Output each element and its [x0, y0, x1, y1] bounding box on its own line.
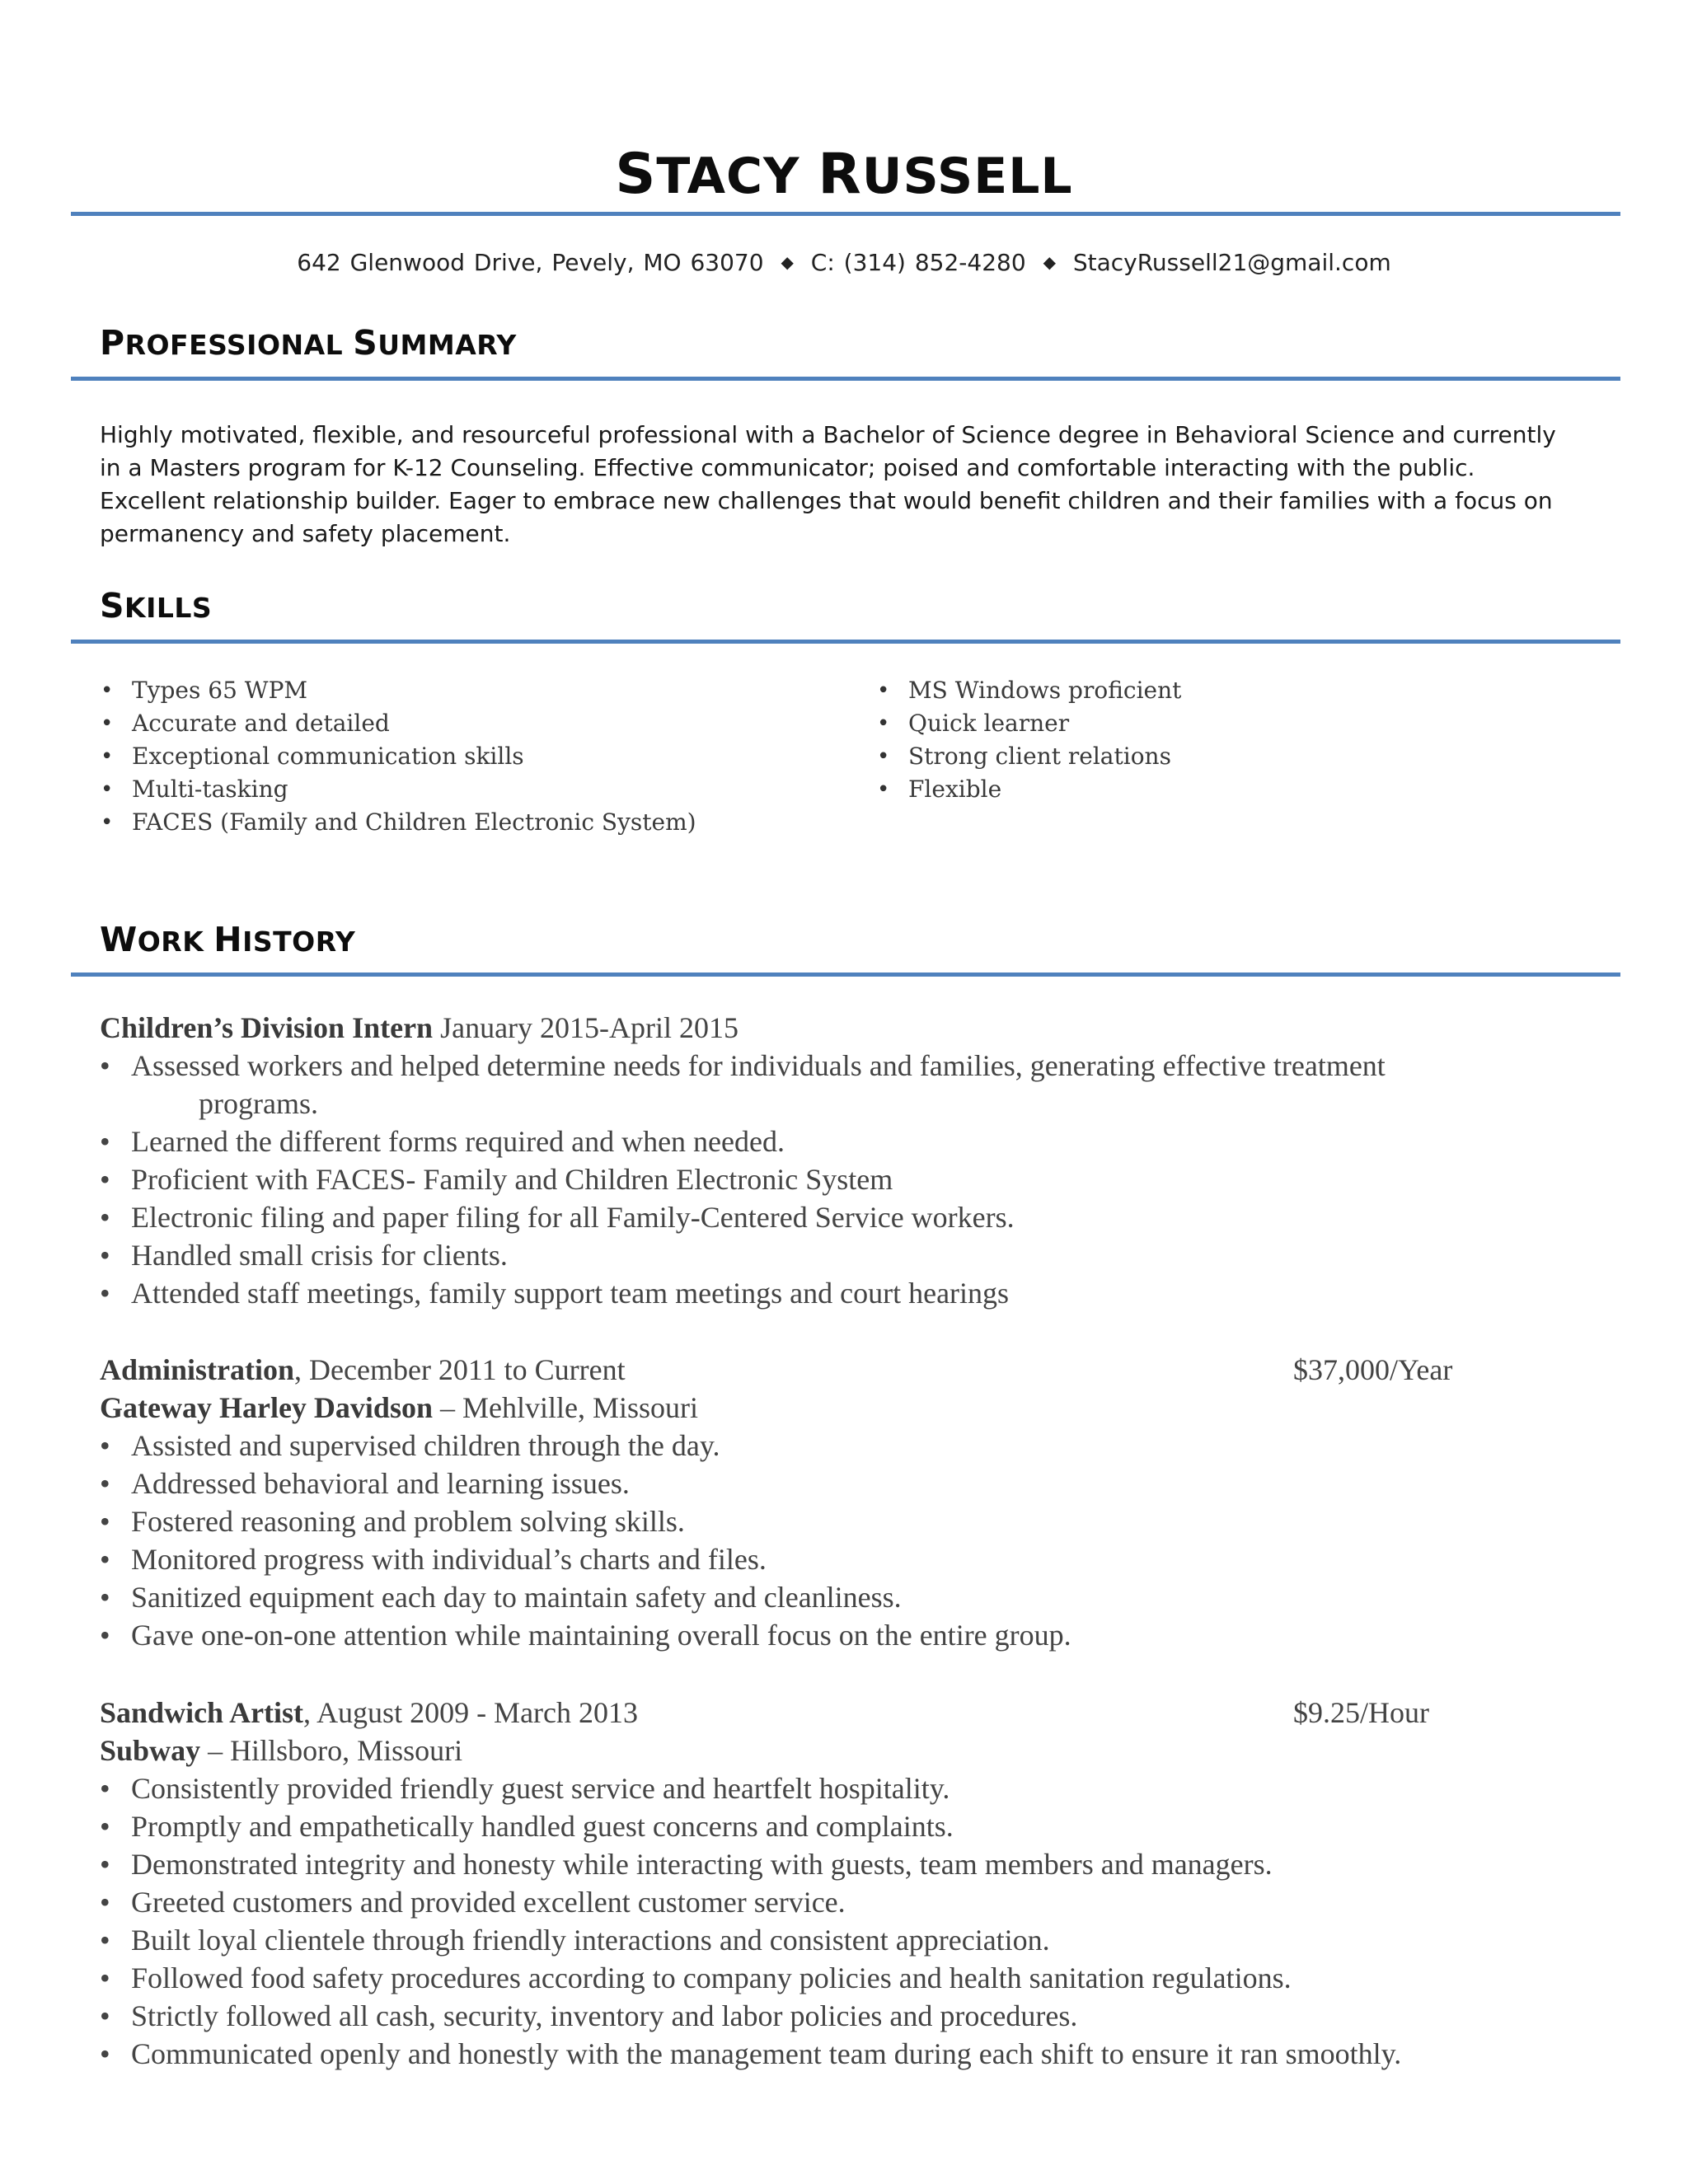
duty-item: • Promptly and empathetically handled guest concerns and complaints. — [100, 1807, 1550, 1845]
job-header — [100, 1009, 1550, 1047]
duty-item: • Greeted customers and provided excellent customer service. — [100, 1883, 1550, 1921]
job-company-line — [100, 1389, 1550, 1427]
summary-divider — [71, 377, 1620, 381]
summary-text: Highly motivated, flexible, and resourceful professional with a Bachelor of Science degree in Behavioral Science and currently in a Masters program for K-12 Counseling. Effective communicator; poised and comfortable interacting with the public. Excellent relationship builder. Eager to embrace new challenges that would benefit children and their families with a focus on permanency and safety placement. — [100, 421, 1556, 547]
section-title-work: WORK HISTORY — [100, 920, 356, 959]
skill-item: • Strong client relations — [877, 740, 1181, 773]
duty-item: • Followed food safety procedures according to company policies and health sanitation regulations. — [100, 1959, 1550, 1997]
skill-item: • MS Windows proficient — [877, 674, 1181, 707]
duty-continuation: programs. — [199, 1087, 318, 1120]
name-divider — [71, 212, 1620, 216]
job-entry — [100, 1351, 1550, 1654]
skill-item: • Quick learner — [877, 707, 1181, 740]
job-dates: August 2009 - March 2013 — [316, 1696, 639, 1729]
skill-item: • Exceptional communication skills — [101, 740, 696, 773]
skills-divider — [71, 640, 1620, 644]
skills-list-right — [877, 674, 1181, 806]
email-link[interactable]: StacyRussell21@gmail.com — [1072, 249, 1391, 276]
contact-line — [0, 249, 1688, 276]
job-title: Children’s Division Intern — [100, 1011, 434, 1044]
job-header: Sandwich Artist, August 2009 - March 2013 $9.25/Hour — [100, 1694, 1550, 1732]
duty-item: • Demonstrated integrity and honesty while interacting with guests, team members and managers. — [100, 1845, 1550, 1883]
job-duties — [100, 1769, 1550, 2073]
job-entry — [100, 1009, 1550, 1312]
work-divider — [71, 972, 1620, 977]
job-dates: December 2011 to Current — [309, 1353, 626, 1386]
skill-item: • Types 65 WPM — [101, 674, 696, 707]
address: 642 Glenwood Drive, Pevely, MO 63070 — [297, 249, 764, 276]
duty-item: • Proficient with FACES- Family and Children Electronic System — [100, 1160, 1550, 1198]
job-entry — [100, 1694, 1550, 2073]
duty-item: • Strictly followed all cash, security, inventory and labor policies and procedures. — [100, 1997, 1550, 2035]
duty-item: • Addressed behavioral and learning issues. — [100, 1465, 1550, 1502]
duty-item: • Attended staff meetings, family support team meetings and court hearings — [100, 1274, 1550, 1312]
duty-item: • Electronic filing and paper filing for all Family-Centered Service workers. — [100, 1198, 1550, 1236]
skills-list-left — [101, 674, 696, 839]
duty-item: • Consistently provided friendly guest service and heartfelt hospitality. — [100, 1769, 1550, 1807]
skill-item: • Multi-tasking — [101, 773, 696, 806]
job-pay: $9.25/Hour — [1293, 1696, 1429, 1729]
duty-item: • Communicated openly and honestly with the management team during each shift to ensure it ran smoothly. — [100, 2035, 1550, 2073]
job-dates: January 2015-April 2015 — [440, 1011, 739, 1044]
diamond-separator-icon: ◆ — [1043, 252, 1056, 272]
duty-item: • Sanitized equipment each day to maintain safety and cleanliness. — [100, 1578, 1550, 1616]
job-duties — [100, 1122, 1550, 1312]
job-title: Sandwich Artist — [100, 1696, 304, 1729]
section-title-skills: SKILLS — [100, 586, 213, 626]
duty-item: • Assisted and supervised children through the day. — [100, 1427, 1550, 1465]
phone: C: (314) 852-4280 — [810, 249, 1026, 276]
section-title-summary: PROFESSIONAL SUMMARY — [100, 323, 517, 363]
candidate-name: STACY RUSSELL — [615, 142, 1073, 207]
job-company-line — [100, 1732, 1550, 1769]
duty-item: • Assessed workers and helped determine needs for individuals and families, generating effective treatment — [100, 1047, 1550, 1085]
job-duties — [100, 1047, 1550, 1085]
duty-item: • Learned the different forms required and when needed. — [100, 1122, 1550, 1160]
duty-item: • Gave one-on-one attention while maintaining overall focus on the entire group. — [100, 1616, 1550, 1654]
diamond-separator-icon: ◆ — [781, 252, 794, 272]
company-name: Gateway Harley Davidson — [100, 1391, 433, 1424]
company-name: Subway — [100, 1734, 201, 1767]
job-header: Administration, December 2011 to Current $37,000/Year — [100, 1351, 1550, 1389]
job-duties — [100, 1427, 1550, 1654]
duty-item: • Built loyal clientele through friendly interactions and consistent appreciation. — [100, 1921, 1550, 1959]
job-pay: $37,000/Year — [1293, 1353, 1453, 1386]
duty-item: • Handled small crisis for clients. — [100, 1236, 1550, 1274]
duty-item: • Fostered reasoning and problem solving skills. — [100, 1502, 1550, 1540]
duty-item: • Monitored progress with individual’s charts and files. — [100, 1540, 1550, 1578]
company-location: – Hillsboro, Missouri — [208, 1734, 463, 1767]
skill-item: • Accurate and detailed — [101, 707, 696, 740]
skill-item: • Flexible — [877, 773, 1181, 806]
company-location: – Mehlville, Missouri — [439, 1391, 698, 1424]
skill-item: • FACES (Family and Children Electronic System) — [101, 806, 696, 839]
job-title: Administration — [100, 1353, 295, 1386]
